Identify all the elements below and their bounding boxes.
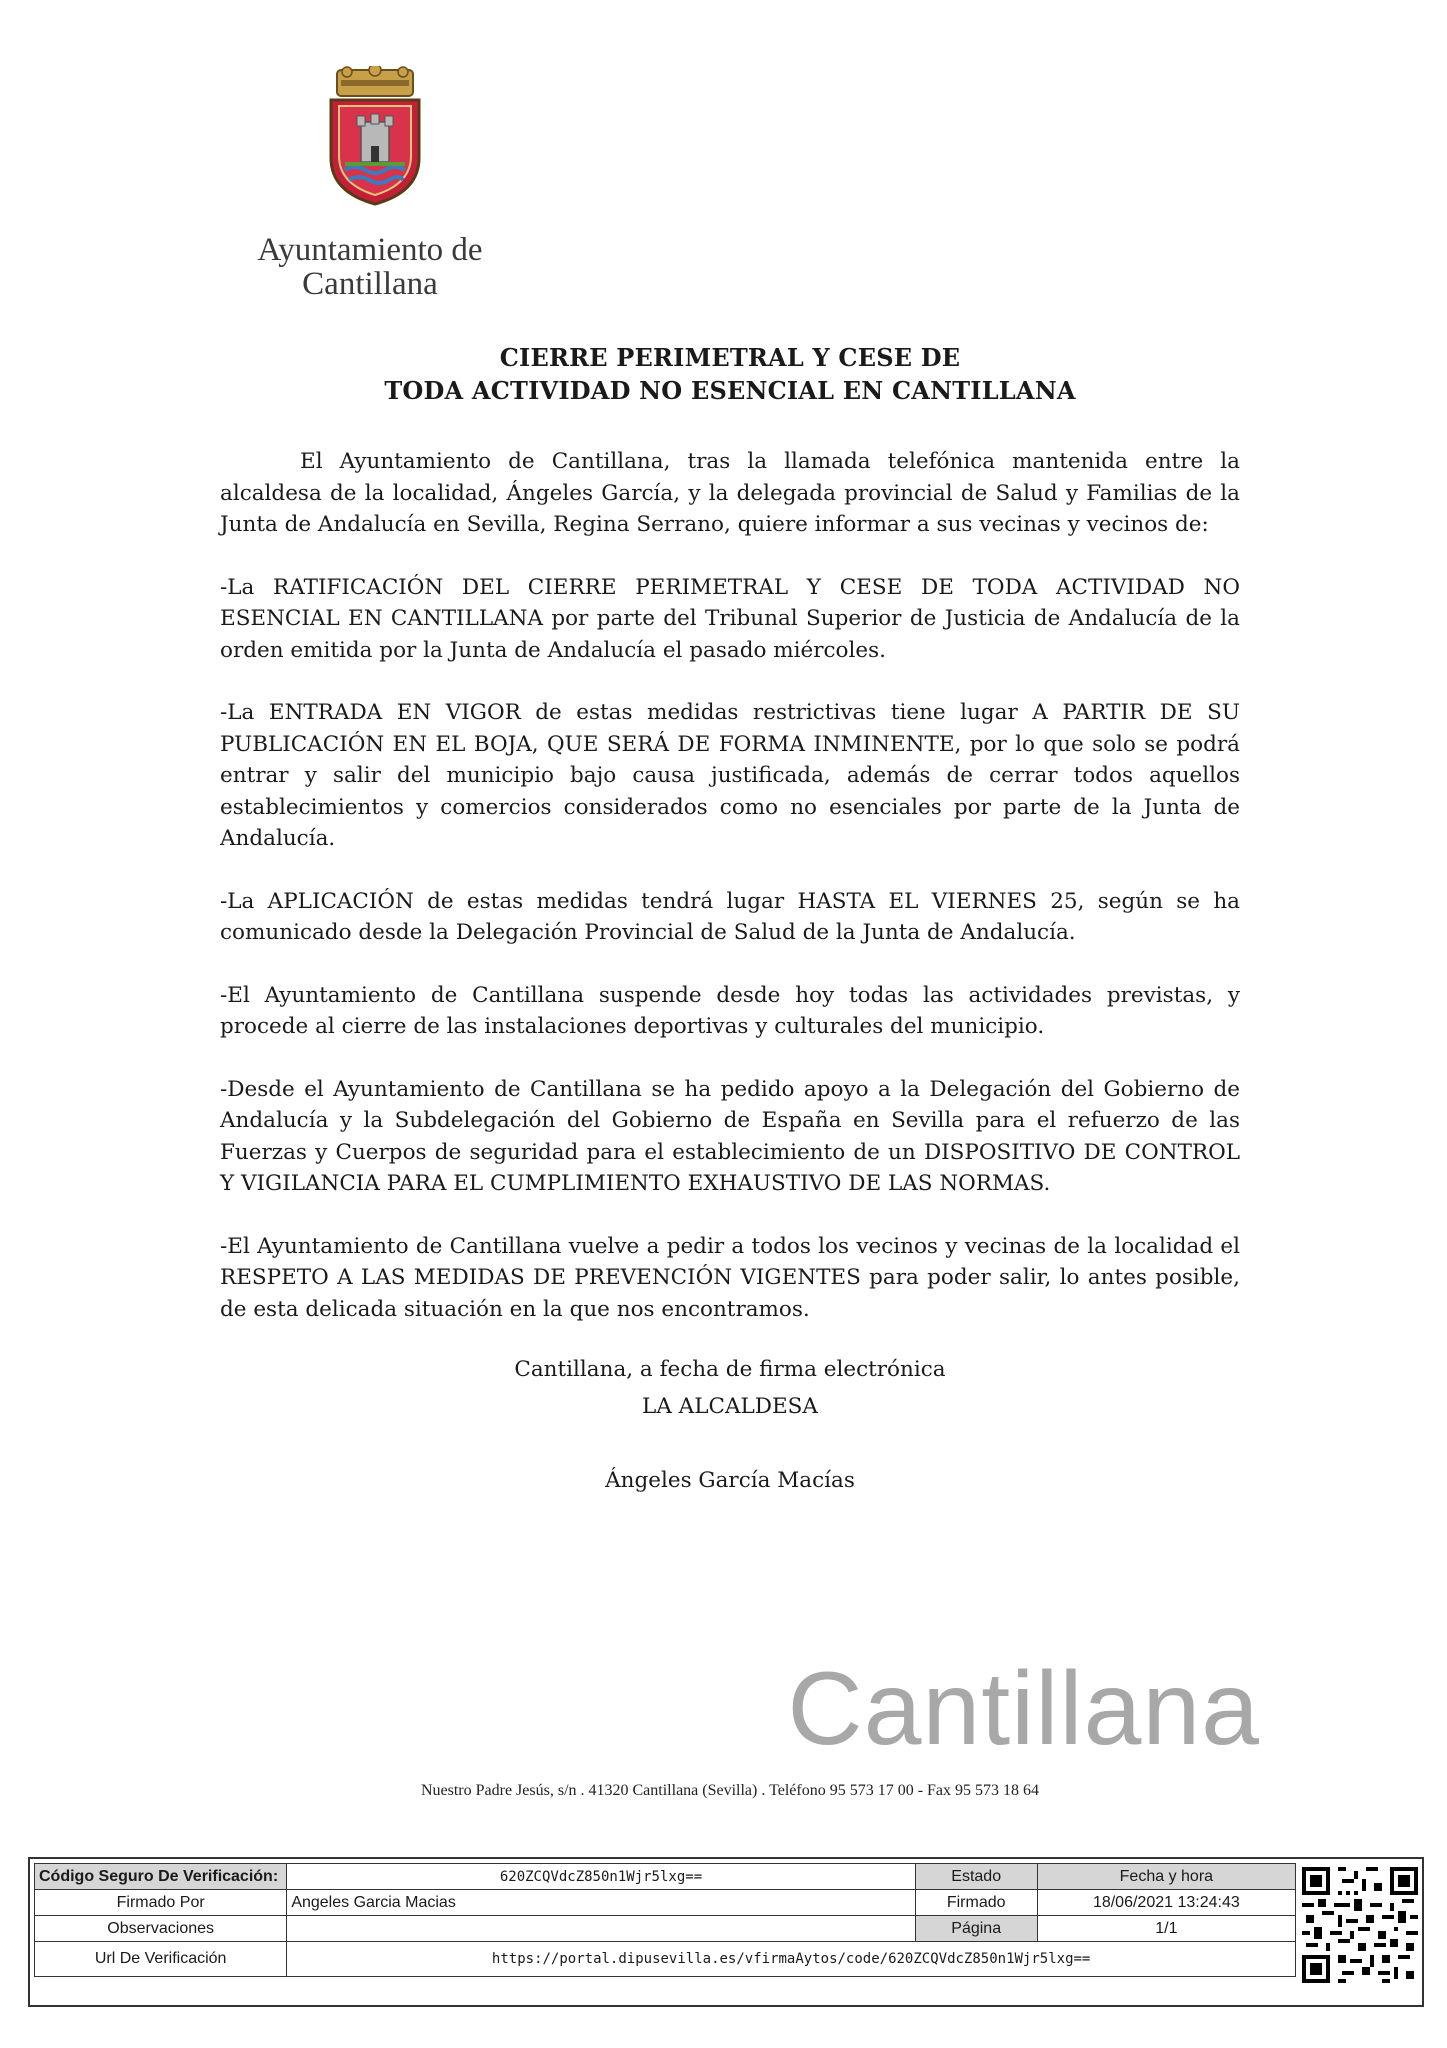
municipal-logo — [220, 38, 520, 300]
estado-label: Estado — [915, 1864, 1037, 1890]
logo-text-line1: Ayuntamiento de — [257, 232, 483, 268]
fecha-label: Fecha y hora — [1037, 1864, 1295, 1890]
verification-box — [28, 1857, 1424, 2007]
paragraph-intro: El Ayuntamiento de Cantillana, tras la llamada telefónica mantenida entre la alcaldesa de la localidad, Ángeles García, y la delegada provincial de Salud y Familias de la Junta de Andalucía en Sevilla, Regina Serrano, quiere informar a sus vecinas y vecinos de: — [220, 449, 1240, 537]
csv-label: Código Seguro De Verificación: — [35, 1864, 287, 1890]
document-title-line2: TODA ACTIVIDAD NO ESENCIAL EN CANTILLANA — [384, 376, 1076, 405]
paragraph-ratification: -La RATIFICACIÓN DEL CIERRE PERIMETRAL Y CESE DE TODA ACTIVIDAD NO ESENCIAL EN CANTILLANA por parte del Tribunal Superior de Justicia de Andalucía de la orden emitida por la Junta de Andalucía el pasado miércoles. — [220, 574, 1240, 663]
verification-table — [34, 1863, 1296, 1977]
signature-role: LA ALCALDESA — [642, 1394, 818, 1419]
paragraph-security-support: -Desde el Ayuntamiento de Cantillana se ha pedido apoyo a la Delegación del Gobierno de Andalucía y la Subdelegación del Gobierno de España en Sevilla para el refuerzo de las Fuerzas y Cuerpos de seguridad para el establecimiento de un DISPOSITIVO DE CONTROL Y VIGILANCIA PARA EL CUMPLIMIENTO EXHAUSTIVO DE LAS NORMAS. — [220, 1076, 1240, 1196]
pagina-label: Página — [915, 1916, 1037, 1942]
pagina-value: 1/1 — [1037, 1916, 1295, 1942]
paragraph-entry-into-force: -La ENTRADA EN VIGOR de estas medidas restrictivas tiene lugar A PARTIR DE SU PUBLICACIÓN EN EL BOJA, QUE SERÁ DE FORMA INMINENTE, por lo que solo se podrá entrar y salir del municipio bajo causa justificada, además de cerrar todos aquellos establecimientos y comercios considerados como no esenciales por parte de la Junta de Andalucía. — [220, 700, 1240, 851]
observaciones-value — [287, 1916, 915, 1942]
logo-text-line2: Cantillana — [302, 266, 438, 302]
paragraph-suspension: -El Ayuntamiento de Cantillana suspende desde hoy todas las actividades previstas, y procede al cierre de las instalaciones deportivas y culturales del municipio. — [220, 982, 1240, 1039]
url-label: Url De Verificación — [35, 1942, 287, 1977]
qr-code-icon[interactable] — [1302, 1867, 1418, 1983]
firmado-por-label: Firmado Por — [35, 1890, 287, 1916]
firmado-por-value: Angeles Garcia Macias — [287, 1890, 915, 1916]
coat-of-arms-icon — [325, 66, 425, 206]
estado-value: Firmado — [915, 1890, 1037, 1916]
paragraph-application: -La APLICACIÓN de estas medidas tendrá lugar HASTA EL VIERNES 25, según se ha comunicado desde la Delegación Provincial de Salud de la Junta de Andalucía. — [220, 888, 1240, 945]
fecha-value: 18/06/2021 13:24:43 — [1037, 1890, 1295, 1916]
signature-place-date: Cantillana, a fecha de firma electrónica — [514, 1357, 946, 1382]
url-value[interactable]: https://portal.dipusevilla.es/vfirmaAytos/code/620ZCQVdcZ850n1Wjr5lxg== — [287, 1942, 1296, 1977]
document-body — [220, 446, 1240, 1356]
footer-watermark: Cantillana — [787, 1651, 1260, 1767]
paragraph-respect-measures: -El Ayuntamiento de Cantillana vuelve a pedir a todos los vecinos y vecinas de la localidad el RESPETO A LAS MEDIDAS DE PREVENCIÓN VIGENTES para poder salir, lo antes posible, de esta delicada situación en la que nos encontramos. — [220, 1233, 1240, 1322]
document-title-line1: CIERRE PERIMETRAL Y CESE DE — [499, 343, 961, 372]
observaciones-label: Observaciones — [35, 1916, 287, 1942]
signature-name: Ángeles García Macías — [605, 1468, 855, 1493]
footer-address: Nuestro Padre Jesús, s/n . 41320 Cantillana (Sevilla) . Teléfono 95 573 17 00 - Fax 95 573 18 64 — [420, 1782, 1040, 1799]
csv-value: 620ZCQVdcZ850n1Wjr5lxg== — [287, 1864, 915, 1890]
